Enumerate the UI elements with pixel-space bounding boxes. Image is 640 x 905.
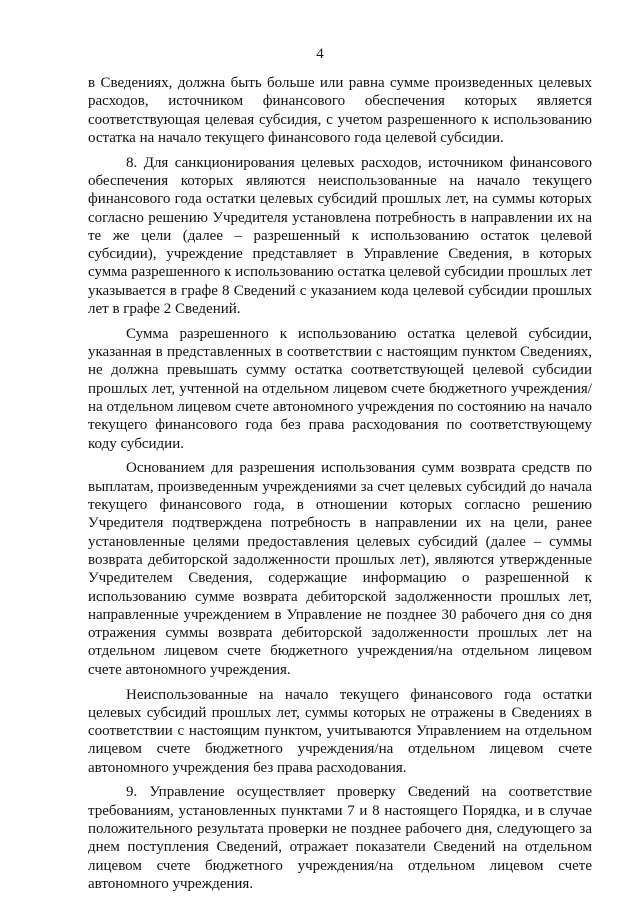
paragraph-allowed-remainder: Сумма разрешенного к использованию остатка целевой субсидии, указанная в представленных в соответствии с настоящим пунктом Сведениях, не должна превышать сумму остатка соответствующей целевой субсидии прошлых лет, учтенной на отдельном лицевом счете бюджетного учреждения/на отдельном лицевом счете автономного учреждения по состоянию на начало текущего финансового года без права расходования по соответствующему коду субсидии.	[88, 325, 592, 452]
paragraph-refund-basis: Основанием для разрешения использования сумм возврата средств по выплатам, произведенным учреждениями за счет целевых субсидий до начала текущего финансового года, в отношении которых согласно решению Учредителя подтверждена потребность в направлении их на цели, ранее установленные целями предоставления целевых субсидий (далее – суммы возврата дебиторской задолженности прошлых лет), являются утвержденные Учредителем Сведения, содержащие информацию о разрешенной к использованию сумме возврата дебиторской задолженности прошлых лет, направленные учреждением в Управление не позднее 30 рабочего дня со дня отражения суммы возврата дебиторской задолженности прошлых лет на отдельном лицевом счете бюджетного учреждения/на отдельном лицевом счете автономного учреждения.	[88, 460, 592, 678]
paragraph-clause-8: 8. Для санкционирования целевых расходов, источником финансового обеспечения которых являются неиспользованные на начало текущего финансового года остатки целевых субсидий прошлых лет, на суммы которых согласно решению Учредителя установлена потребность в направлении их на те же цели (далее – разрешенный к использованию остаток целевой субсидии), учреждение представляет в Управление Сведения, в которых сумма разрешенного к использованию остатка целевой субсидии прошлых лет указывается в графе 8 Сведений с указанием кода целевой субсидии прошлых лет в графе 2 Сведений.	[88, 154, 592, 318]
paragraph-clause-9: 9. Управление осуществляет проверку Сведений на соответствие требованиям, установленных пунктами 7 и 8 настоящего Порядка, и в случае положительного результата проверки не позднее рабочего дня, следующего за днем поступления Сведений, отражает показатели Сведений на отдельном лицевом счете бюджетного учреждения/на отдельном лицевом счете автономного учреждения.	[88, 784, 592, 892]
paragraph-unused-remainders: Неиспользованные на начало текущего финансового года остатки целевых субсидий прошлых лет, суммы которых не отражены в Сведениях в соответствии с настоящим пунктом, учитываются Управлением на отдельном лицевом счете бюджетного учреждения/на отдельном лицевом счете автономного учреждения без права расходования.	[88, 686, 592, 776]
page-number: 4	[316, 46, 324, 62]
document-body	[88, 74, 592, 893]
paragraph-continuation: в Сведениях, должна быть больше или равна сумме произведенных целевых расходов, источником финансового обеспечения которых является соответствующая целевая субсидия, с учетом разрешенного к использованию остатка на начало текущего финансового года целевой субсидии.	[88, 75, 592, 146]
